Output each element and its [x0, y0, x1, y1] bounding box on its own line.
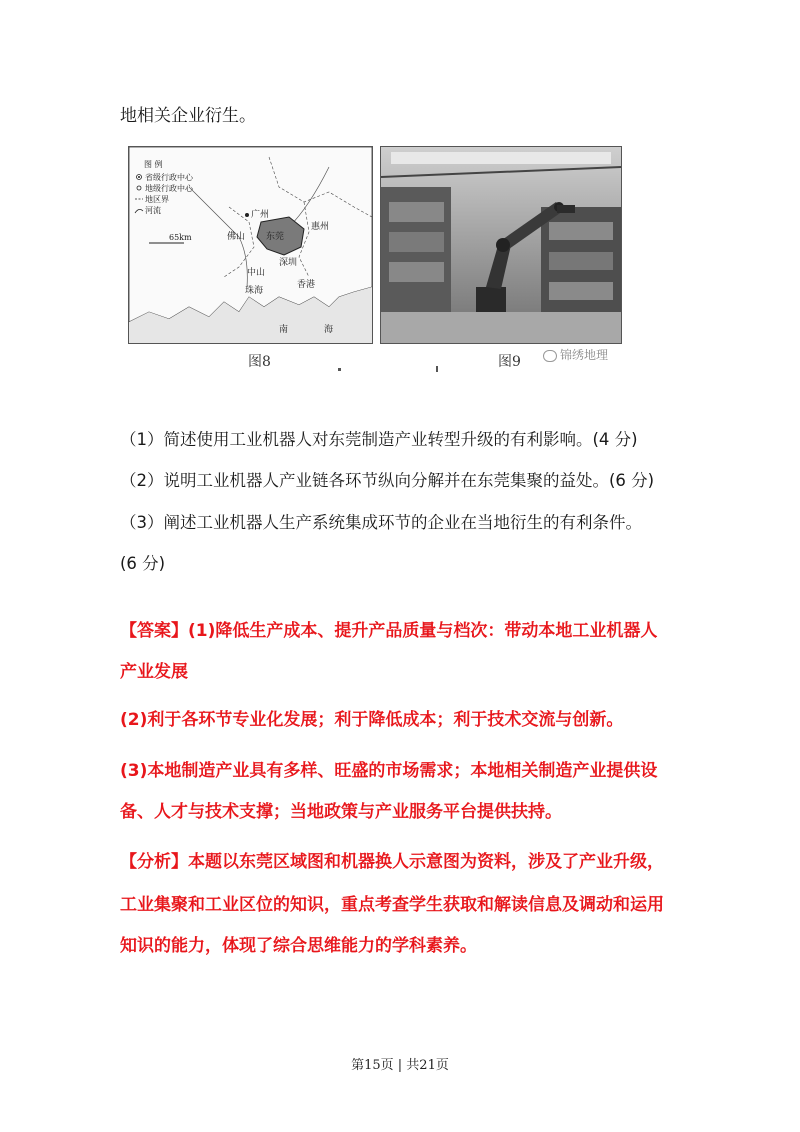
place-guangzhou: 广州	[251, 210, 270, 220]
legend-item-river: 河流	[145, 206, 161, 215]
legend-item-provincial: 省级行政中心	[145, 173, 193, 182]
place-zhuhai: 珠海	[245, 286, 264, 296]
answer-line-3: (2)利于各环节专业化发展；利于降低成本；利于技术交流与创新。	[120, 710, 624, 730]
question-3-score: (6 分)	[120, 554, 166, 573]
place-shenzhen: 深圳	[279, 258, 298, 268]
scan-mark-2	[436, 366, 438, 372]
analysis-line-2: 工业集聚和工业区位的知识，重点考查学生获取和解读信息及调动和运用	[120, 895, 664, 915]
intro-tail-text: 地相关企业衍生。	[120, 106, 256, 126]
place-zhongshan: 中山	[247, 268, 266, 278]
answer-line-5: 备、人才与技术支撑；当地政策与产业服务平台提供扶持。	[120, 802, 562, 822]
sea-label-nan: 南	[279, 325, 289, 335]
figure-9-caption: 图9	[498, 354, 521, 370]
place-foshan: 佛山	[227, 232, 246, 242]
scale-label: 65km	[169, 233, 192, 242]
page-footer: 第15页 | 共21页	[351, 1058, 449, 1073]
robot-photo-drawing	[381, 147, 621, 343]
place-huizhou: 惠州	[311, 222, 330, 232]
map-drawing	[129, 147, 372, 343]
place-hongkong: 香港	[297, 280, 316, 290]
figure-8-caption: 图8	[248, 354, 271, 370]
analysis-line-3: 知识的能力，体现了综合思维能力的学科素养。	[120, 936, 477, 956]
answer-line-1: 【答案】(1)降低生产成本、提升产品质量与档次：带动本地工业机器人	[120, 621, 658, 641]
legend-item-prefecture: 地级行政中心	[145, 184, 193, 193]
answer-line-4: (3)本地制造产业具有多样、旺盛的市场需求；本地相关制造产业提供设	[120, 761, 658, 781]
legend-item-boundary: 地区界	[145, 195, 169, 204]
watermark	[543, 346, 608, 363]
question-3: （3）阐述工业机器人生产系统集成环节的企业在当地衍生的有利条件。	[120, 513, 642, 532]
scan-mark	[338, 368, 341, 371]
analysis-line-1: 【分析】本题以东莞区域图和机器换人示意图为资料，涉及了产业升级，	[120, 852, 664, 872]
sea-label-hai: 海	[324, 325, 334, 335]
question-2: （2）说明工业机器人产业链各环节纵向分解并在东莞集聚的益处。(6 分)	[120, 471, 655, 490]
question-1: （1）简述使用工业机器人对东莞制造产业转型升级的有利影响。(4 分)	[120, 430, 638, 449]
legend-title: 图 例	[144, 160, 163, 169]
answer-line-2: 产业发展	[120, 662, 188, 682]
watermark-text: 锦绣地理	[560, 348, 609, 362]
figure-8-map	[128, 146, 373, 344]
figure-9-photo	[380, 146, 622, 344]
wechat-icon	[543, 350, 557, 362]
place-dongguan: 东莞	[266, 232, 285, 242]
